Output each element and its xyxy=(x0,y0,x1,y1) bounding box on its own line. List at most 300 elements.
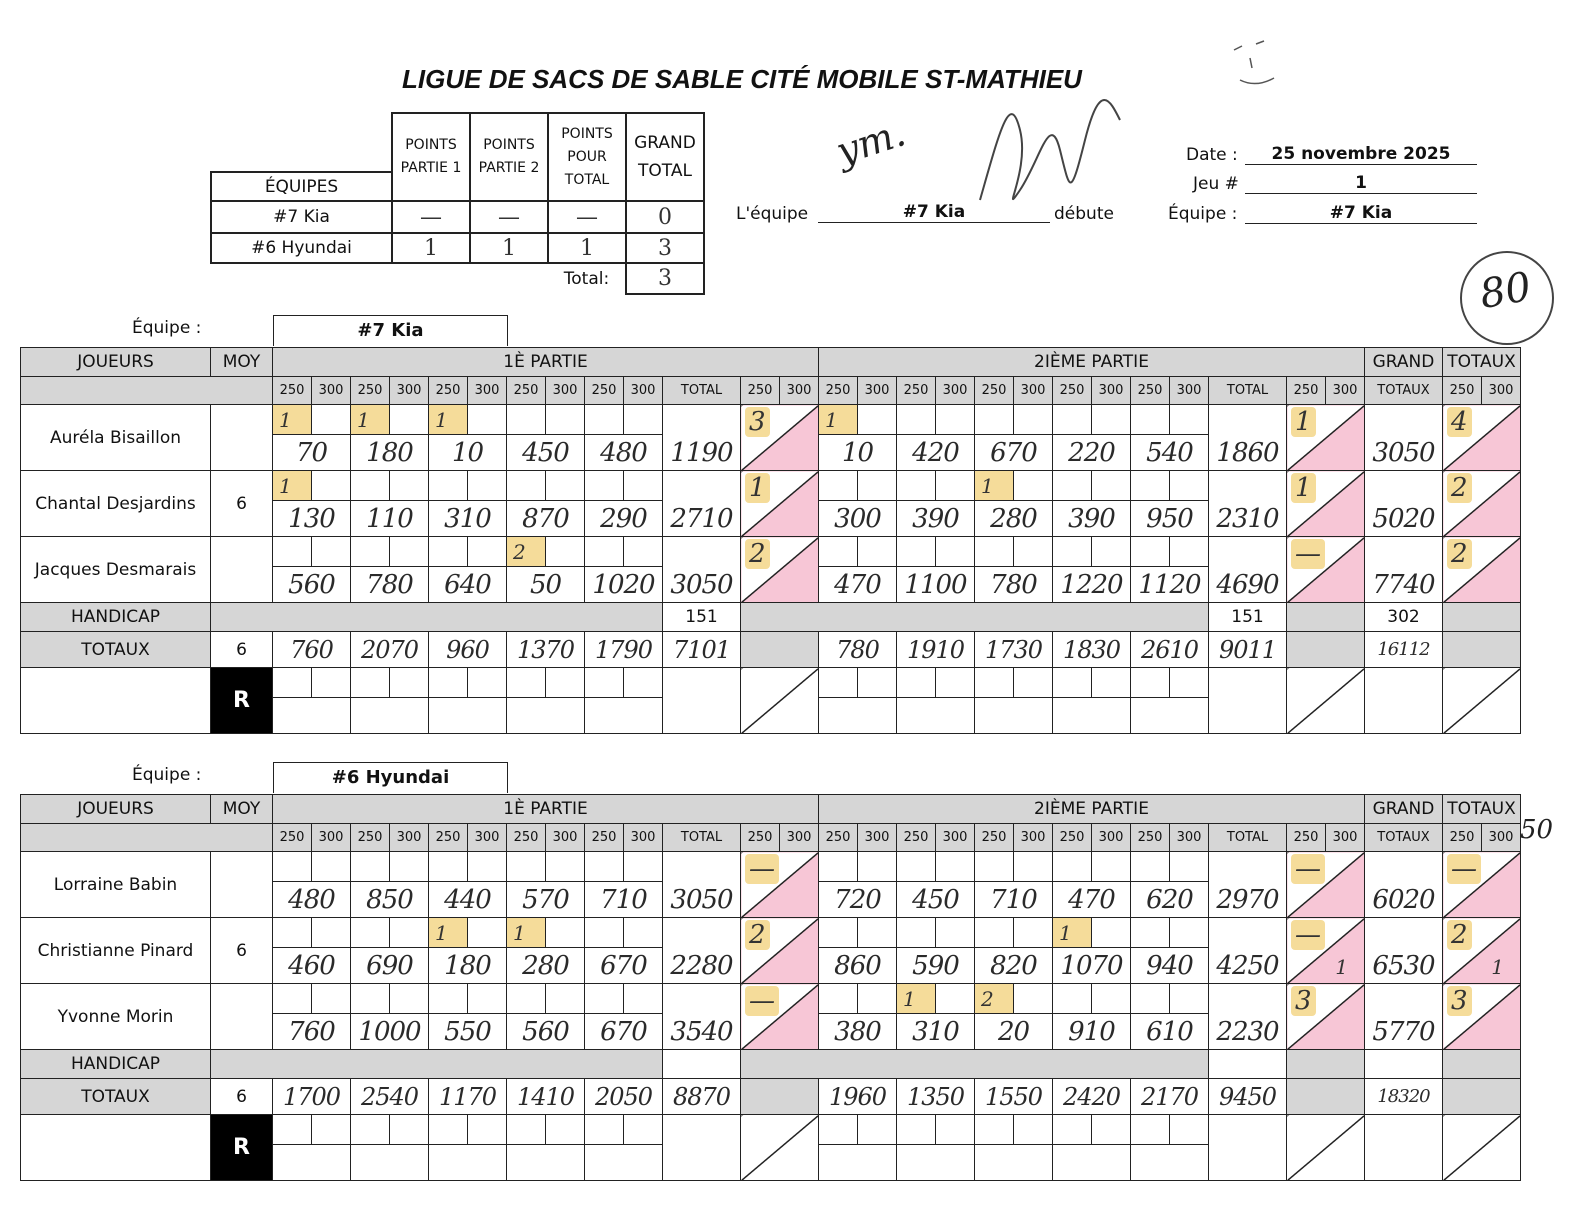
score-value: 950 xyxy=(1131,501,1209,537)
score-value: 820 xyxy=(975,948,1053,984)
grid-cell xyxy=(585,668,624,698)
total-points xyxy=(1443,984,1521,1050)
partie-points xyxy=(741,918,819,984)
grid-cell xyxy=(624,471,663,501)
sub-total: TOTAL xyxy=(1209,377,1287,405)
grid-cell xyxy=(390,984,429,1014)
partie-points xyxy=(1287,984,1365,1050)
grid-cell xyxy=(1092,918,1131,948)
totaux-p1-total: 8870 xyxy=(663,1079,741,1115)
score-value: 1000 xyxy=(351,1014,429,1050)
partie-points xyxy=(741,852,819,918)
partie-points xyxy=(1287,537,1365,603)
partie-points xyxy=(1287,471,1365,537)
score-value: 1020 xyxy=(585,567,663,603)
player-name: Jacques Desmarais xyxy=(21,537,211,603)
grid-cell xyxy=(858,537,897,567)
col-points-partie-1: POINTS PARTIE 1 xyxy=(392,113,470,201)
totaux-p2-total: 9450 xyxy=(1209,1079,1287,1115)
score-value: 940 xyxy=(1131,948,1209,984)
point-mark xyxy=(1053,405,1092,435)
totaux-p2-total: 9011 xyxy=(1209,632,1287,668)
grid-cell xyxy=(273,1145,351,1181)
point-mark xyxy=(273,918,312,948)
score-value: 850 xyxy=(351,882,429,918)
grid-cell xyxy=(819,668,858,698)
sub-250: 250 xyxy=(507,377,546,405)
player-moy: 6 xyxy=(211,471,273,537)
grid-cell xyxy=(390,852,429,882)
point-mark xyxy=(1131,537,1170,567)
partie-points-value: 3 xyxy=(745,407,770,437)
partie-points-value: 2 xyxy=(745,920,770,950)
handicap-blank xyxy=(1287,1050,1365,1079)
totaux-moy: 6 xyxy=(211,632,273,668)
score-value: 420 xyxy=(897,435,975,471)
jeu-value: 1 xyxy=(1245,173,1477,194)
partie-points-value: 1 xyxy=(1291,407,1316,437)
sub-300: 300 xyxy=(390,377,429,405)
score-value: 290 xyxy=(585,501,663,537)
sub-250: 250 xyxy=(429,824,468,852)
sub-250: 250 xyxy=(1131,824,1170,852)
sub-250: 250 xyxy=(741,377,780,405)
partie-total: 3540 xyxy=(663,984,741,1050)
grid-cell xyxy=(1209,1115,1287,1181)
grid-cell xyxy=(819,698,897,734)
grid-cell xyxy=(936,471,975,501)
sub-300: 300 xyxy=(1170,824,1209,852)
point-mark xyxy=(585,918,624,948)
point-mark xyxy=(273,852,312,882)
grid-cell xyxy=(1170,918,1209,948)
score-value: 470 xyxy=(1053,882,1131,918)
totaux-label: TOTAUX xyxy=(21,632,211,668)
score-value: 870 xyxy=(507,501,585,537)
summary-p1-1: — xyxy=(392,201,470,233)
score-sheet xyxy=(20,794,1521,1181)
grid-cell xyxy=(936,984,975,1014)
score-value: 670 xyxy=(975,435,1053,471)
doodle-face xyxy=(1228,36,1288,91)
grid-cell xyxy=(546,668,585,698)
partie-points xyxy=(741,537,819,603)
col-totaux-top: TOTAUX xyxy=(1443,795,1521,824)
score-value: 610 xyxy=(1131,1014,1209,1050)
score-value: 20 xyxy=(975,1014,1053,1050)
col-points-partie-2: POINTS PARTIE 2 xyxy=(470,113,548,201)
sub-total: TOTAL xyxy=(1209,824,1287,852)
sheet-team-name: #6 Hyundai xyxy=(273,762,508,793)
partie-points-value: 1 xyxy=(1291,473,1316,503)
grid-cell xyxy=(1092,668,1131,698)
grand-total-value: 3050 xyxy=(1365,405,1443,471)
totaux-p1-total: 7101 xyxy=(663,632,741,668)
grid-cell xyxy=(468,1115,507,1145)
grid-cell xyxy=(858,471,897,501)
handicap-label: HANDICAP xyxy=(21,1050,211,1079)
margin-note: 50 xyxy=(1520,815,1554,845)
grid-cell xyxy=(1014,537,1053,567)
grid-cell xyxy=(546,852,585,882)
totaux-p1: 1790 xyxy=(585,632,663,668)
sub-300: 300 xyxy=(936,377,975,405)
totaux-p1: 1170 xyxy=(429,1079,507,1115)
grid-cell xyxy=(1131,1145,1209,1181)
col-joueurs: JOUEURS xyxy=(21,348,211,377)
sub-300: 300 xyxy=(1014,824,1053,852)
grid-cell xyxy=(312,984,351,1014)
partie-points xyxy=(741,471,819,537)
sub-300: 300 xyxy=(780,377,819,405)
totaux-p1: 2070 xyxy=(351,632,429,668)
grid-cell xyxy=(897,1145,975,1181)
sub-250: 250 xyxy=(1131,377,1170,405)
score-value: 310 xyxy=(429,501,507,537)
grid-cell xyxy=(546,471,585,501)
score-value: 1120 xyxy=(1131,567,1209,603)
grid-cell xyxy=(546,405,585,435)
circled-note-text: 80 xyxy=(1476,263,1535,319)
sub-300: 300 xyxy=(1170,377,1209,405)
score-value: 560 xyxy=(507,1014,585,1050)
sub-300: 300 xyxy=(1482,377,1521,405)
total-points xyxy=(1443,918,1521,984)
col-grand: GRAND xyxy=(1365,795,1443,824)
starts-team: #7 Kia xyxy=(818,202,1050,223)
grid-cell xyxy=(429,698,507,734)
col-moy: MOY xyxy=(211,795,273,824)
sub-250: 250 xyxy=(351,377,390,405)
sub-300: 300 xyxy=(312,377,351,405)
grid-cell xyxy=(975,668,1014,698)
point-mark xyxy=(507,984,546,1014)
score-value: 300 xyxy=(819,501,897,537)
grid-cell xyxy=(1053,668,1092,698)
partie-total: 2710 xyxy=(663,471,741,537)
player-name: Chantal Desjardins xyxy=(21,471,211,537)
sub-250: 250 xyxy=(975,377,1014,405)
grid-cell xyxy=(624,668,663,698)
sub-300: 300 xyxy=(624,377,663,405)
grid-cell xyxy=(1053,698,1131,734)
point-mark: 1 xyxy=(273,471,312,501)
score-value: 390 xyxy=(1053,501,1131,537)
sub-300: 300 xyxy=(546,824,585,852)
grid-cell xyxy=(1014,918,1053,948)
score-value: 1070 xyxy=(1053,948,1131,984)
starts-label-after: débute xyxy=(1054,204,1114,224)
blank-player xyxy=(21,668,211,734)
score-value: 180 xyxy=(351,435,429,471)
grid-cell xyxy=(1170,984,1209,1014)
sub-300: 300 xyxy=(1092,377,1131,405)
totaux-p2: 1730 xyxy=(975,632,1053,668)
point-mark xyxy=(1131,852,1170,882)
grid-cell xyxy=(1092,405,1131,435)
point-mark: 1 xyxy=(819,405,858,435)
totaux-p1: 1700 xyxy=(273,1079,351,1115)
score-value: 10 xyxy=(429,435,507,471)
point-mark xyxy=(507,405,546,435)
partie-points-value: — xyxy=(1291,854,1325,884)
col-partie-2: 2IÈME PARTIE xyxy=(819,795,1365,824)
grid-cell xyxy=(1092,1115,1131,1145)
grid-cell xyxy=(936,1115,975,1145)
col-partie-1: 1È PARTIE xyxy=(273,795,819,824)
sub-300: 300 xyxy=(624,824,663,852)
sub-250: 250 xyxy=(273,824,312,852)
handicap-p1 xyxy=(663,1050,741,1079)
sub-total: TOTAL xyxy=(663,377,741,405)
point-mark xyxy=(1131,984,1170,1014)
sub-250: 250 xyxy=(819,824,858,852)
sub-250: 250 xyxy=(1053,824,1092,852)
sub-300: 300 xyxy=(546,377,585,405)
sub-300: 300 xyxy=(1326,377,1365,405)
grid-cell xyxy=(936,668,975,698)
total-points-value: 2 xyxy=(1447,539,1472,569)
handicap-blank xyxy=(741,603,1209,632)
sub-300: 300 xyxy=(312,824,351,852)
summary-total-label: Total: xyxy=(563,269,610,289)
grid-cell xyxy=(351,668,390,698)
grid-cell xyxy=(273,1115,312,1145)
col-totaux-top: TOTAUX xyxy=(1443,348,1521,377)
grid-cell xyxy=(390,537,429,567)
equipe-label: Équipe : xyxy=(1168,204,1238,224)
point-mark xyxy=(819,852,858,882)
handicap-grand: 302 xyxy=(1365,603,1443,632)
grid-cell xyxy=(390,668,429,698)
grid-cell xyxy=(624,918,663,948)
sub-300: 300 xyxy=(1014,377,1053,405)
partie-points xyxy=(741,405,819,471)
sub-300: 300 xyxy=(780,824,819,852)
partie-points-value: 2 xyxy=(745,539,770,569)
totaux-p2: 1910 xyxy=(897,632,975,668)
point-mark xyxy=(1053,984,1092,1014)
grid-cell xyxy=(390,405,429,435)
grid-cell xyxy=(507,1115,546,1145)
point-mark: 1 xyxy=(429,405,468,435)
point-mark: 1 xyxy=(273,405,312,435)
grid-cell xyxy=(507,668,546,698)
total-points xyxy=(1443,537,1521,603)
handicap-blank xyxy=(211,603,663,632)
grid-cell xyxy=(819,1115,858,1145)
sub-300: 300 xyxy=(468,824,507,852)
score-value: 620 xyxy=(1131,882,1209,918)
score-value: 780 xyxy=(351,567,429,603)
diag-cell xyxy=(1443,668,1521,734)
totaux-blank xyxy=(1287,1079,1365,1115)
grid-cell xyxy=(1014,405,1053,435)
totaux-p2: 2610 xyxy=(1131,632,1209,668)
sub-grand-totaux: TOTAUX xyxy=(1365,824,1443,852)
totaux-label: TOTAUX xyxy=(21,1079,211,1115)
grid-cell xyxy=(975,698,1053,734)
grid-cell xyxy=(1092,984,1131,1014)
point-mark xyxy=(351,537,390,567)
totaux-blank xyxy=(1443,1079,1521,1115)
grid-cell xyxy=(1053,1115,1092,1145)
partie-total: 2280 xyxy=(663,918,741,984)
handicap-p1: 151 xyxy=(663,603,741,632)
partie-points-extra: 1 xyxy=(1335,955,1348,979)
grid-cell xyxy=(1092,852,1131,882)
date-value: 25 novembre 2025 xyxy=(1245,144,1477,165)
totaux-p2: 1550 xyxy=(975,1079,1053,1115)
score-value: 280 xyxy=(975,501,1053,537)
summary-gt-2: 3 xyxy=(626,233,704,263)
score-sheet xyxy=(20,347,1521,734)
partie-points xyxy=(741,984,819,1050)
totaux-p2: 1830 xyxy=(1053,632,1131,668)
total-points-value: 2 xyxy=(1447,920,1472,950)
grid-cell xyxy=(468,471,507,501)
sub-300: 300 xyxy=(390,824,429,852)
total-points xyxy=(1443,852,1521,918)
point-mark xyxy=(897,405,936,435)
grid-cell xyxy=(858,852,897,882)
summary-total-value: 3 xyxy=(626,263,704,294)
grid-cell xyxy=(897,1115,936,1145)
totaux-blank xyxy=(1443,632,1521,668)
sub-250: 250 xyxy=(273,377,312,405)
grid-cell xyxy=(858,668,897,698)
grand-total-value: 5770 xyxy=(1365,984,1443,1050)
point-mark xyxy=(819,984,858,1014)
player-moy: 6 xyxy=(211,918,273,984)
score-value: 910 xyxy=(1053,1014,1131,1050)
initials-annotation: ym. xyxy=(830,110,911,174)
totaux-blank xyxy=(741,1079,819,1115)
score-value: 220 xyxy=(1053,435,1131,471)
player-name: Lorraine Babin xyxy=(21,852,211,918)
sub-250: 250 xyxy=(897,824,936,852)
score-value: 70 xyxy=(273,435,351,471)
grid-cell xyxy=(936,405,975,435)
sub-300: 300 xyxy=(858,824,897,852)
grid-cell xyxy=(1014,668,1053,698)
sub-250: 250 xyxy=(975,824,1014,852)
replacement-marker: R xyxy=(211,668,273,734)
sub-300: 300 xyxy=(1482,824,1521,852)
signature xyxy=(960,70,1130,240)
point-mark xyxy=(897,852,936,882)
point-mark xyxy=(1053,471,1092,501)
point-mark xyxy=(585,537,624,567)
score-value: 1220 xyxy=(1053,567,1131,603)
total-points-value: 2 xyxy=(1447,473,1472,503)
grid-cell xyxy=(858,1115,897,1145)
grid-cell xyxy=(468,668,507,698)
grid-cell xyxy=(351,1145,429,1181)
point-mark xyxy=(1131,918,1170,948)
partie-points-value: 1 xyxy=(745,473,770,503)
grid-cell xyxy=(546,918,585,948)
total-points-extra: 1 xyxy=(1491,955,1504,979)
diag-cell xyxy=(741,1115,819,1181)
grid-cell xyxy=(429,1115,468,1145)
grid-cell xyxy=(273,668,312,698)
grid-cell xyxy=(624,984,663,1014)
grid-cell xyxy=(312,471,351,501)
grid-cell xyxy=(429,668,468,698)
grid-cell xyxy=(546,1115,585,1145)
point-mark xyxy=(273,537,312,567)
grid-cell xyxy=(1170,471,1209,501)
sub-grand-totaux: TOTAUX xyxy=(1365,377,1443,405)
grid-cell xyxy=(1170,852,1209,882)
grid-cell xyxy=(936,852,975,882)
summary-p2-2: 1 xyxy=(470,233,548,263)
col-joueurs: JOUEURS xyxy=(21,795,211,824)
score-value: 760 xyxy=(273,1014,351,1050)
replacement-marker: R xyxy=(211,1115,273,1181)
grid-cell xyxy=(858,984,897,1014)
page-title: LIGUE DE SACS DE SABLE CITÉ MOBILE ST-MATHIEU xyxy=(402,64,1082,94)
sub-blank xyxy=(21,824,273,852)
point-mark xyxy=(975,537,1014,567)
score-value: 690 xyxy=(351,948,429,984)
grid-cell xyxy=(546,537,585,567)
grand-total-value: 7740 xyxy=(1365,537,1443,603)
col-moy: MOY xyxy=(211,348,273,377)
score-value: 470 xyxy=(819,567,897,603)
grid-cell xyxy=(351,698,429,734)
grid-cell xyxy=(1092,537,1131,567)
score-value: 780 xyxy=(975,567,1053,603)
point-mark xyxy=(585,852,624,882)
score-value: 720 xyxy=(819,882,897,918)
grid-cell xyxy=(1014,471,1053,501)
sub-250: 250 xyxy=(507,824,546,852)
partie-total: 3050 xyxy=(663,852,741,918)
grid-cell xyxy=(468,405,507,435)
point-mark xyxy=(975,918,1014,948)
player-moy xyxy=(211,537,273,603)
summary-gt-1: 0 xyxy=(626,201,704,233)
point-mark xyxy=(585,471,624,501)
point-mark: 2 xyxy=(975,984,1014,1014)
grid-cell xyxy=(1131,668,1170,698)
point-mark: 1 xyxy=(975,471,1014,501)
diag-cell xyxy=(1287,668,1365,734)
diag-cell xyxy=(1443,1115,1521,1181)
score-value: 480 xyxy=(273,882,351,918)
score-value: 460 xyxy=(273,948,351,984)
player-moy xyxy=(211,852,273,918)
grid-cell xyxy=(390,1115,429,1145)
score-value: 670 xyxy=(585,1014,663,1050)
grid-cell xyxy=(546,984,585,1014)
starts-label-before: L'équipe xyxy=(736,204,809,224)
sub-250: 250 xyxy=(429,377,468,405)
sub-300: 300 xyxy=(1326,824,1365,852)
handicap-p2 xyxy=(1209,1050,1287,1079)
sub-300: 300 xyxy=(936,824,975,852)
point-mark: 1 xyxy=(897,984,936,1014)
partie-points xyxy=(1287,918,1365,984)
summary-team-2: #6 Hyundai xyxy=(211,233,392,263)
partie-points-value: 3 xyxy=(1291,986,1316,1016)
point-mark xyxy=(351,471,390,501)
sub-250: 250 xyxy=(1287,377,1326,405)
partie-total: 1190 xyxy=(663,405,741,471)
partie-total: 2970 xyxy=(1209,852,1287,918)
